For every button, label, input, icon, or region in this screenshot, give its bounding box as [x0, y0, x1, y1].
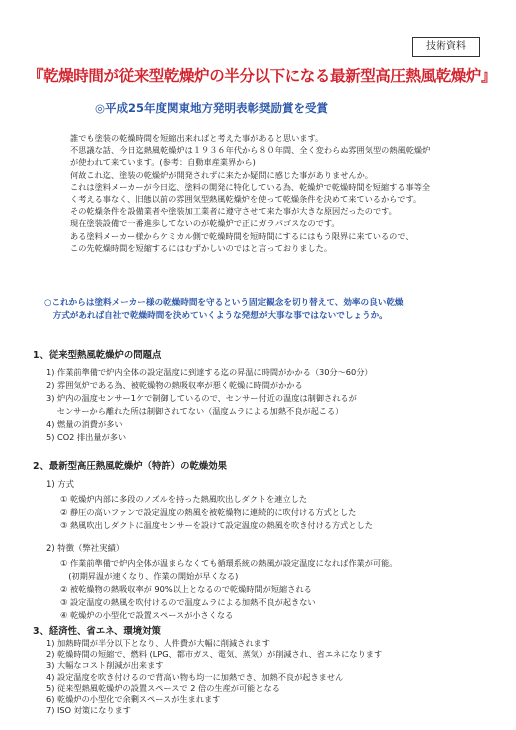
section2-feature-list	[60, 557, 397, 622]
document-type-label: 技術資料	[412, 37, 480, 57]
list-item: 1) 作業前準備で炉内全体の設定温度に到達する迄の昇温に時間がかかる（30分～60分）	[46, 367, 373, 377]
intro-line: 現在塗装設備で一番進歩してないのが乾燥炉で正にガラパゴスなのです。	[70, 218, 340, 229]
list-item: センサーから離れた所は制御されてない（温度ムラによる加熱不良が起こる）	[46, 406, 344, 416]
section2-heading: 2、最新型高圧熱風乾燥炉（特許）の乾燥効果	[33, 461, 228, 472]
list-item: 2) 雰囲気炉である為、被乾燥物の熱吸収率が悪く乾燥に時間がかかる	[46, 380, 303, 390]
intro-line: その乾燥条件を設備業者や塗装加工業者に遵守させて来た事が大きな原因だったのです。	[70, 206, 397, 217]
intro-line: 誰でも塗装の乾燥時間を短縮出来ればと考えた事があると思います。	[70, 133, 324, 143]
list-item: 6) 乾燥炉の小型化で余剰スペースが生まれます	[46, 693, 221, 704]
list-item: 4) 設定温度を吹き付けるので背高い物も均一に加熱でき、加熱不良が起きません	[46, 671, 344, 682]
intro-line: 何故これ迄、塗装の乾燥炉が開発されずに来たか疑問に感じた事がありませんか。	[70, 169, 373, 180]
intro-paragraph	[70, 132, 490, 254]
document-title: 『乾燥時間が従来型乾燥炉の半分以下になる最新型高圧熱風乾燥炉』	[28, 67, 497, 85]
intro-line: が使われて来ています。(参考：自動車産業界から)	[70, 157, 256, 168]
section2-method-list	[60, 493, 373, 532]
list-item: ② 被乾燥物の熱吸収率が 90%以上となるので乾燥時間が短縮される	[60, 584, 312, 594]
award-subtitle: ◎平成25年度関東地方発明表彰奨励賞を受賞	[95, 101, 329, 115]
section1-heading: 1、従来型熱風乾燥炉の問題点	[33, 350, 162, 361]
list-item: ③ 設定温度の熱風を吹付けるので温度ムラによる加熱不良が起きない	[60, 597, 316, 607]
list-item: ① 作業前準備で炉内全体が温まらなくても循環系統の熱風が設定温度になれば作業が可能。	[60, 558, 398, 568]
list-item: 2) 乾燥時間の短縮で、燃料 (LPG、都市ガス、電気、蒸気）が削減され、省エネになります	[46, 649, 383, 660]
emphasis-note	[44, 297, 494, 323]
section2-feature-label: 2) 特徴（弊社実績）	[46, 543, 125, 553]
intro-line: ある塗料メーカー様からケミカル側で乾燥時間を短時間にするにはもう限界に来ているので、	[70, 230, 414, 241]
intro-line: この先乾燥時間を短縮するにはむずかしいのではと言っておりました。	[70, 242, 333, 253]
emphasis-line: ○これからは塗料メーカー様の乾燥時間を守るという固定観念を切り替えて、効率の良い乾燥	[44, 298, 404, 308]
list-item: 3) 炉内の温度センサー1ケで制御しているので、センサー付近の温度は制御されるが	[46, 393, 357, 403]
section2-method-label: 1) 方式	[46, 479, 75, 489]
emphasis-line: 方式があれば自社で乾燥時間を決めていくような発想が大事な事ではないでしょうか。	[44, 311, 388, 321]
list-item: ② 静圧の高いファンで設定温度の熱風を被乾燥物に連続的に吹付ける方式とした	[60, 507, 357, 517]
list-item: (初期昇温が速くなり、作業の開始が早くなる)	[60, 571, 239, 581]
list-item: 5) 従来型熱風乾燥炉の設置スペースで 2 倍の生産が可能となる	[46, 682, 280, 693]
list-item: 1) 加熱時間が半分以下となり、人件費が大幅に削減されます	[46, 638, 270, 648]
list-item: 4) 燃量の消費が多い	[46, 419, 123, 429]
section1-list	[46, 366, 373, 444]
intro-line: く考える事なく、旧態以前の雰囲気型熱風乾燥炉を使って乾燥条件を決めて来ているからです。	[70, 193, 422, 204]
intro-line: 不思議な話、今日迄熱風乾燥炉は１９３６年代から８０年間、全く変わらぬ雰囲気型の熱風乾燥炉	[70, 145, 431, 156]
section3-list	[46, 638, 382, 716]
list-item: ④ 乾燥炉の小型化で設置スペースが小さくなる	[60, 610, 234, 620]
list-item: 3) 大幅なコスト削減が出来ます	[46, 660, 164, 671]
list-item: ① 乾燥炉内部に多段のノズルを持った熱風吹出しダクトを連立した	[60, 494, 308, 504]
list-item: 7) ISO 対策になります	[46, 705, 131, 716]
intro-line: これは塗料メーカーが今日迄、塗料の開発に特化している為、乾燥炉で乾燥時間を短縮する事等全	[70, 181, 431, 192]
list-item: ③ 熱風吹出しダクトに温度センサーを設けて設定温度の熱風を吹き付ける方式とした	[60, 520, 373, 530]
list-item: 5) CO2 排出量が多い	[46, 432, 127, 442]
section3-heading: 3、経済性、省エネ、環境対策	[33, 626, 161, 637]
